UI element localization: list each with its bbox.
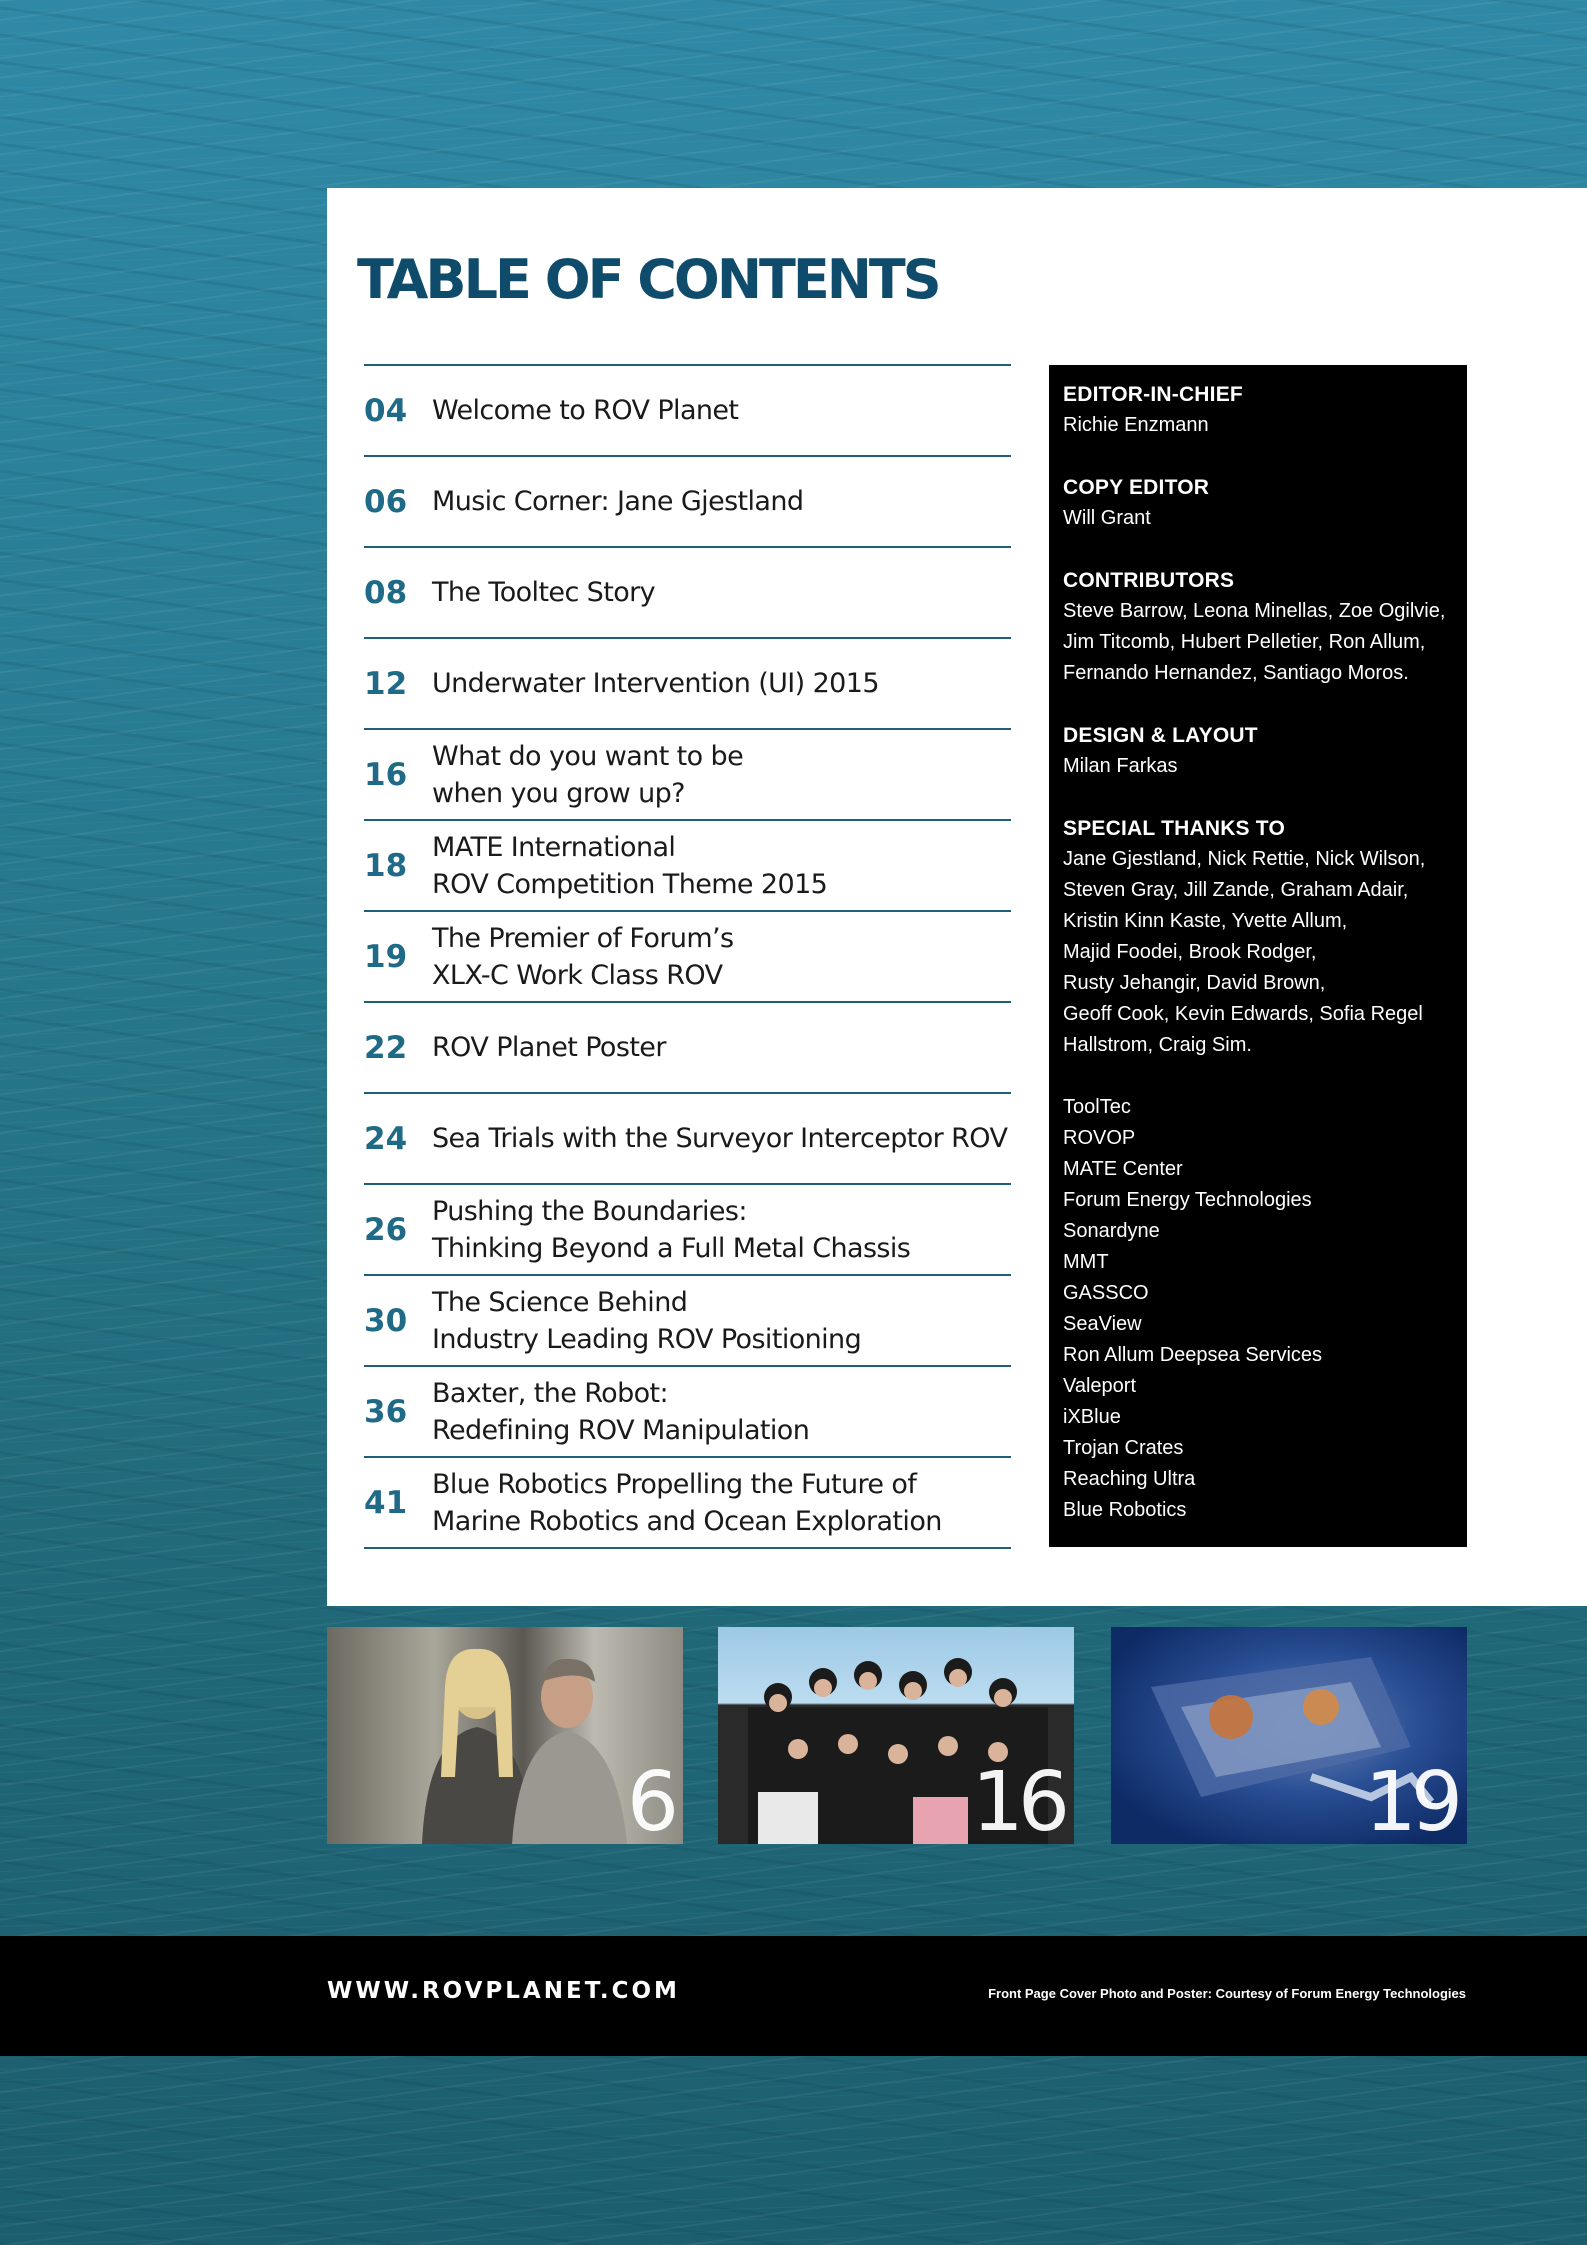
toc-page-number: 26 bbox=[364, 1211, 408, 1248]
toc-item[interactable] bbox=[364, 366, 1011, 457]
toc-page-number: 12 bbox=[364, 665, 408, 702]
company-name: Forum Energy Technologies bbox=[1063, 1189, 1312, 1211]
toc-page-number: 04 bbox=[364, 392, 408, 429]
contributors-line: Fernando Hernandez, Santiago Moros. bbox=[1063, 662, 1409, 684]
company-name: ToolTec bbox=[1063, 1096, 1131, 1118]
toc-page-number: 16 bbox=[364, 756, 408, 793]
thanks-line: Jane Gjestland, Nick Rettie, Nick Wilson, bbox=[1063, 848, 1426, 870]
toc-title: Sea Trials with the Surveyor Interceptor ROV bbox=[432, 1123, 1008, 1154]
toc-title: Baxter, the Robot: Redefining ROV Manipulation bbox=[432, 1377, 810, 1446]
company-name: GASSCO bbox=[1063, 1282, 1149, 1304]
toc-item[interactable] bbox=[364, 1367, 1011, 1458]
toc-page-number: 06 bbox=[364, 483, 408, 520]
toc-title: What do you want to be when you grow up? bbox=[432, 740, 744, 809]
copy-editor-heading: COPY EDITOR bbox=[1063, 476, 1210, 499]
toc-item[interactable] bbox=[364, 1185, 1011, 1276]
toc-item[interactable] bbox=[364, 821, 1011, 912]
thumbnail-page-number: 16 bbox=[971, 1755, 1064, 1844]
thanks-line: Hallstrom, Craig Sim. bbox=[1063, 1034, 1252, 1056]
company-name: MMT bbox=[1063, 1251, 1109, 1273]
toc-page-number: 24 bbox=[364, 1120, 408, 1157]
toc-page-number: 22 bbox=[364, 1029, 408, 1066]
company-name: Trojan Crates bbox=[1063, 1437, 1184, 1459]
toc-page-number: 18 bbox=[364, 847, 408, 884]
thanks-line: Majid Foodei, Brook Rodger, bbox=[1063, 941, 1317, 963]
thumbnail-page-number: 19 bbox=[1364, 1755, 1457, 1844]
toc-item[interactable] bbox=[364, 912, 1011, 1003]
toc-item[interactable] bbox=[364, 1003, 1011, 1094]
thanks-line: Rusty Jehangir, David Brown, bbox=[1063, 972, 1326, 994]
page-title: TABLE OF CONTENTS bbox=[357, 248, 939, 311]
contributors-line: Jim Titcomb, Hubert Pelletier, Ron Allum, bbox=[1063, 631, 1426, 653]
companies-section bbox=[1063, 1092, 1453, 1526]
toc-page-number: 08 bbox=[364, 574, 408, 611]
company-name: Valeport bbox=[1063, 1375, 1137, 1397]
toc-title: The Science Behind Industry Leading ROV Positioning bbox=[432, 1286, 862, 1355]
designer-name: Milan Farkas bbox=[1063, 755, 1178, 777]
company-name: ROVOP bbox=[1063, 1127, 1136, 1149]
company-name: Reaching Ultra bbox=[1063, 1468, 1196, 1490]
toc-title: Music Corner: Jane Gjestland bbox=[432, 486, 804, 517]
company-name: Blue Robotics bbox=[1063, 1499, 1187, 1521]
design-section bbox=[1063, 720, 1453, 782]
company-name: SeaView bbox=[1063, 1313, 1142, 1335]
toc-item[interactable] bbox=[364, 730, 1011, 821]
toc-item[interactable] bbox=[364, 1094, 1011, 1185]
thumbnail-page-6[interactable] bbox=[327, 1627, 683, 1844]
toc-title: Welcome to ROV Planet bbox=[432, 395, 739, 426]
toc-item[interactable] bbox=[364, 548, 1011, 639]
toc-title: The Tooltec Story bbox=[432, 577, 655, 608]
toc-title: MATE International ROV Competition Theme 2015 bbox=[432, 831, 828, 900]
toc-item[interactable] bbox=[364, 639, 1011, 730]
toc-title: Pushing the Boundaries: Thinking Beyond a Full Metal Chassis bbox=[432, 1195, 911, 1264]
thanks-heading: SPECIAL THANKS TO bbox=[1063, 817, 1285, 840]
footer-bar bbox=[0, 1936, 1587, 2056]
company-name: Ron Allum Deepsea Services bbox=[1063, 1344, 1323, 1366]
toc-item[interactable] bbox=[364, 457, 1011, 548]
toc-title: ROV Planet Poster bbox=[432, 1032, 666, 1063]
thumbnail-page-16[interactable] bbox=[718, 1627, 1074, 1844]
design-heading: DESIGN & LAYOUT bbox=[1063, 724, 1258, 747]
toc-page-number: 41 bbox=[364, 1484, 408, 1521]
cover-photo-credit: Front Page Cover Photo and Poster: Courtesy of Forum Energy Technologies bbox=[988, 1986, 1466, 2001]
copy-editor-name: Will Grant bbox=[1063, 507, 1151, 529]
toc-title: Blue Robotics Propelling the Future of Marine Robotics and Ocean Exploration bbox=[432, 1468, 942, 1537]
thumbnail-page-number: 6 bbox=[626, 1755, 673, 1844]
thumbnail-page-19[interactable] bbox=[1111, 1627, 1467, 1844]
contributors-line: Steve Barrow, Leona Minellas, Zoe Ogilvie, bbox=[1063, 600, 1446, 622]
thanks-line: Kristin Kinn Kaste, Yvette Allum, bbox=[1063, 910, 1348, 932]
editor-section bbox=[1063, 379, 1453, 441]
credits-box bbox=[1049, 365, 1467, 1547]
toc-list bbox=[364, 364, 1011, 1549]
toc-page-number: 36 bbox=[364, 1393, 408, 1430]
contributors-section bbox=[1063, 565, 1453, 689]
thanks-line: Geoff Cook, Kevin Edwards, Sofia Regel bbox=[1063, 1003, 1423, 1025]
thanks-section bbox=[1063, 813, 1453, 1061]
company-name: MATE Center bbox=[1063, 1158, 1183, 1180]
website-link[interactable]: WWW.ROVPLANET.COM bbox=[327, 1978, 680, 2004]
toc-page-number: 19 bbox=[364, 938, 408, 975]
toc-item[interactable] bbox=[364, 1276, 1011, 1367]
editor-name: Richie Enzmann bbox=[1063, 414, 1209, 436]
editor-heading: EDITOR-IN-CHIEF bbox=[1063, 383, 1243, 406]
company-name: iXBlue bbox=[1063, 1406, 1121, 1428]
toc-title: The Premier of Forum’s XLX-C Work Class ROV bbox=[432, 922, 734, 991]
contributors-heading: CONTRIBUTORS bbox=[1063, 569, 1235, 592]
toc-item[interactable] bbox=[364, 1458, 1011, 1549]
copy-editor-section bbox=[1063, 472, 1453, 534]
thanks-line: Steven Gray, Jill Zande, Graham Adair, bbox=[1063, 879, 1409, 901]
toc-title: Underwater Intervention (UI) 2015 bbox=[432, 668, 879, 699]
toc-page-number: 30 bbox=[364, 1302, 408, 1339]
company-name: Sonardyne bbox=[1063, 1220, 1160, 1242]
